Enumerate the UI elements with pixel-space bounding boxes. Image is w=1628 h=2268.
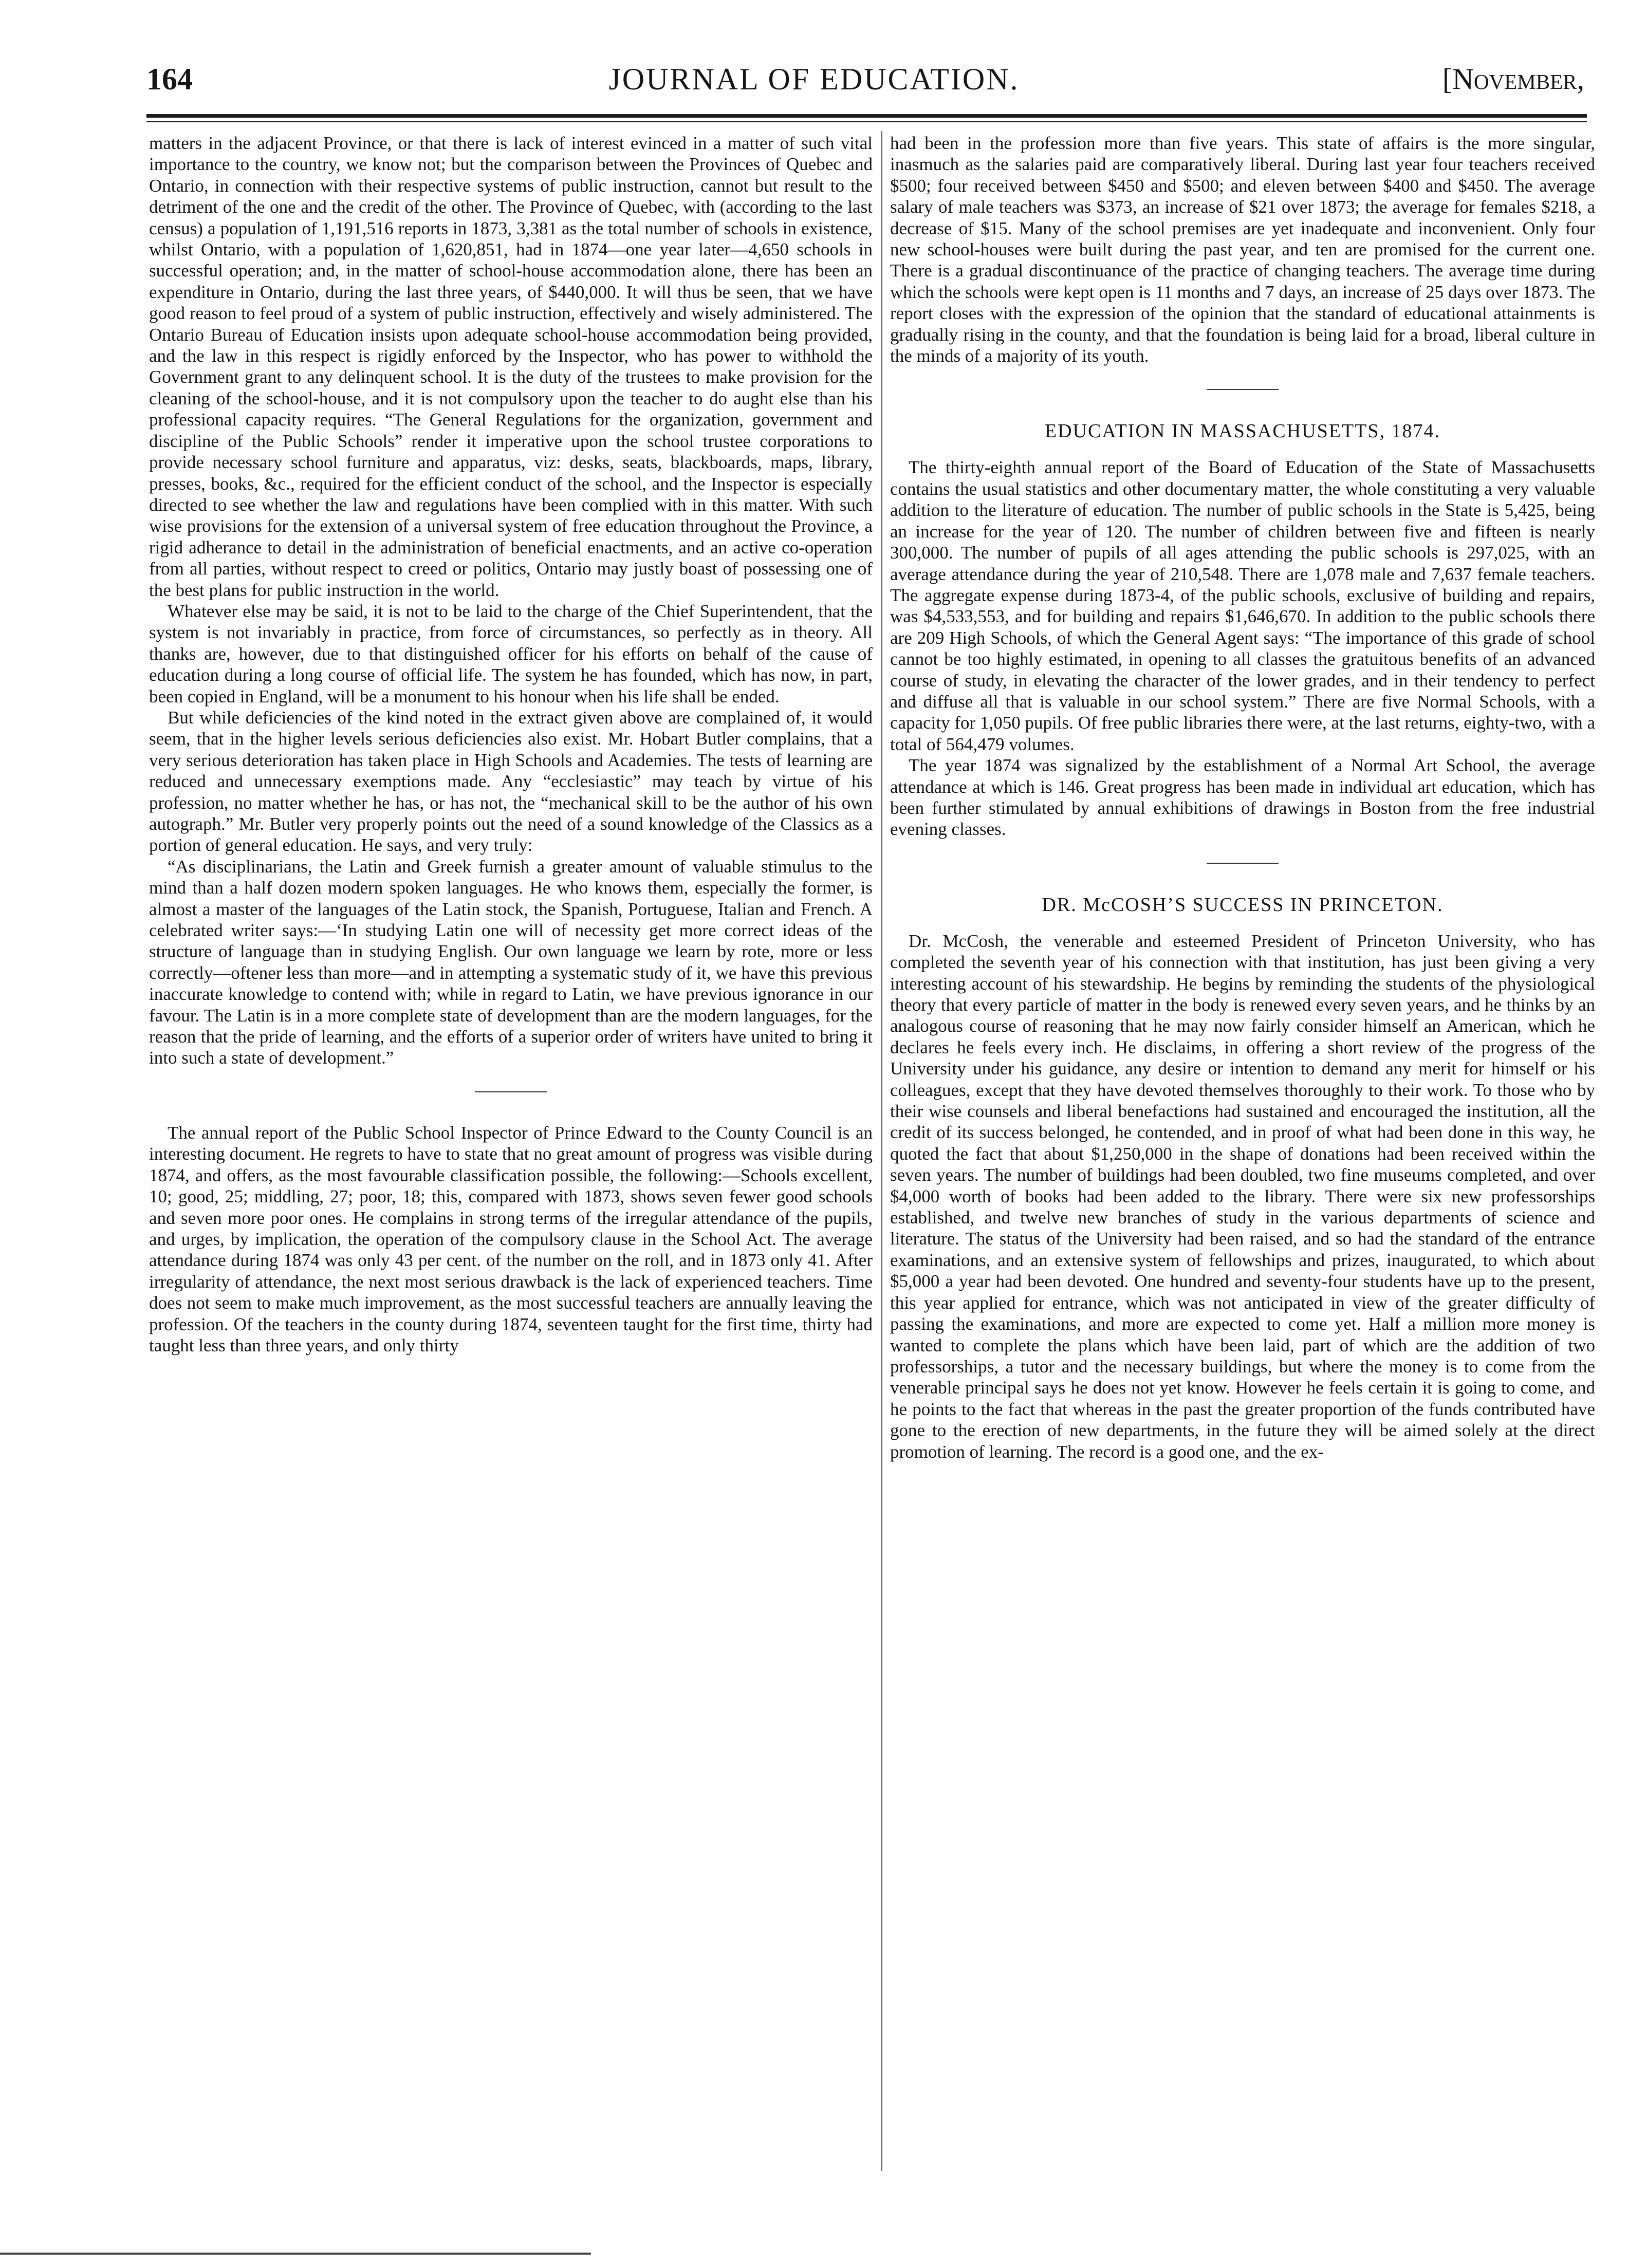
section-separator	[475, 1091, 547, 1092]
article-paragraph: Whatever else may be said, it is not to be laid to the charge of the Chief Superintendent, that the system is not invariably in practice, from force of circumstances, so perfectly as in theory. All thanks are, however, due to that distinguished officer for his efforts on behalf of the cause of education during a long course of official life. The system he has founded, which has now, in part, been copied in England, will be a monument to his honour when his life shall be ended.	[149, 601, 873, 707]
journal-title: JOURNAL OF EDUCATION.	[608, 62, 1020, 96]
section-separator	[1207, 863, 1279, 864]
header-rule-thick	[146, 114, 1587, 118]
article-paragraph: Dr. McCosh, the venerable and esteemed President of Princeton University, who has completed the seventh year of his connection with that institution, has just been giving a very interesting account of his stewardship. He begins by reminding the students of the physiological theory that every particle of matter in the body is renewed every seven years, and he thinks by an analogous course of reasoning that he may now fairly consider himself an American, which he declares he feels every inch. He disclaims, in offering a short review of the progress of the University under his guidance, any desire or intention to demand any merit for himself or his colleagues, except that they have devoted themselves thoroughly to their work. To those who by their wise counsels and liberal benefactions had sustained and encouraged the institution, all the credit of its success belonged, he contended, and in proof of what had been done in this way, he quoted the fact that about $1,250,000 in the shape of donations had been received within the seven years. The number of buildings had been doubled, two fine museums completed, and over $4,000 worth of books had been added to the library. There were six new professorships established, and twelve new branches of study in the various departments of science and literature. The status of the University had been raised, and so had the standard of the entrance examinations, and an extensive system of fellowships and prizes, inaugurated, to which about $5,000 a year had been devoted. One hundred and seventy-four students have up to the present, this year applied for entrance, which was not anticipated in view of the greater difficulty of passing the examinations, and more are expected to come yet. Half a million more money is wanted to complete the plans which have been laid, part of which are the addition of two professorships, a tutor and the necessary buildings, but where the money is to come from the venerable principal says he does not yet know. However he feels certain it is going to come, and he points to the fact that whereas in the past the greater proportion of the funds contributed have gone to the erection of new departments, in the future they will be aimed solely at the direct promotion of learning. The record is a good one, and the ex-	[890, 931, 1595, 1462]
page-bottom-edge	[0, 2253, 591, 2255]
article-paragraph: The annual report of the Public School Inspector of Prince Edward to the County Council is an interesting document. He regrets to have to state that no great amount of progress was visible during 1874, and offers, as the most favourable classification possible, the following:—Schools excellent, 10; good, 25; middling, 27; poor, 18; this, compared with 1873, shows seven fewer good schools and seven more poor ones. He complains in strong terms of the irregular attendance of the pupils, and urges, by implication, the operation of the compulsory clause in the School Act. The average attendance during 1874 was only 43 per cent. of the number on the roll, and in 1873 only 41. After irregularity of attendance, the next most serious drawback is the lack of experienced teachers. Time does not seem to make much improvement, as the most successful teachers are annually leaving the profession. Of the teachers in the county during 1874, seventeen taught for the first time, thirty had taught less than three years, and only thirty	[149, 1122, 873, 1355]
section-heading-mccosh: DR. McCOSH’S SUCCESS IN PRINCETON.	[1042, 894, 1444, 916]
section-heading-massachusetts: EDUCATION IN MASSACHUSETTS, 1874.	[1044, 420, 1441, 442]
article-paragraph: had been in the profession more than five years. This state of affairs is the more singular, inasmuch as the salaries paid are comparatively liberal. During last year four teachers received $500; four received between $450 and $500; and eleven between $400 and $450. The average salary of male teachers was $373, an increase of $21 over 1873; the average for females $218, a decrease of $15. Many of the school premises are yet inadequate and inconvenient. Only four new school-houses were built during the past year, and ten are promised for the current one. There is a gradual discontinuance of the practice of changing teachers. The average time during which the schools were kept open is 11 months and 7 days, an increase of 25 days over 1873. The report closes with the expression of the opinion that the standard of educational attainments is gradually rising in the county, and that the foundation is being laid for a broad, liberal culture in the minds of a majority of its youth.	[890, 133, 1595, 366]
article-paragraph: The thirty-eighth annual report of the Board of Education of the State of Massachusetts contains the usual statistics and other documentary matter, the whole constituting a very valuable addition to the literature of education. The number of public schools in the State is 5,425, being an increase for the year of 120. The number of children between five and fifteen is nearly 300,000. The number of pupils of all ages attending the public schools is 297,025, with an average attendance during the year of 210,548. There are 1,078 male and 7,637 female teachers. The aggregate expense during 1873-4, of the public schools, exclusive of building and repairs, was $4,533,553, and for building and repairs $1,646,670. In addition to the public schools there are 209 High Schools, of which the General Agent says: “The importance of this grade of school cannot be too highly estimated, in opening to all classes the gratuitous benefits of an advanced course of study, in elevating the character of the lower grades, and in their tendency to perfect and diffuse all that is valuable in our school system.” There are five Normal Schools, with a capacity for 1,050 pupils. Of free public libraries there were, at the last returns, eighty-two, with a total of 564,479 volumes.	[890, 457, 1595, 754]
section-separator	[1207, 389, 1279, 390]
article-paragraph: But while deficiencies of the kind noted in the extract given above are complained of, it would seem, that in the higher levels serious deficiencies also exist. Mr. Hobart Butler complains, that a very serious deterioration has taken place in High Schools and Academies. The tests of learning are reduced and unnecessary exemptions made. Any “ecclesiastic” may teach by virtue of his profession, no matter whether he has, or has not, the “mechanical skill to be the author of his own autograph.” Mr. Butler very properly points out the need of a sound knowledge of the Classics as a portion of general education. He says, and very truly:	[149, 707, 873, 856]
column-divider	[881, 131, 882, 2171]
issue-month: [November,	[1442, 62, 1584, 96]
page-number: 164	[146, 62, 193, 96]
right-column	[890, 133, 1595, 1462]
article-paragraph: The year 1874 was signalized by the establishment of a Normal Art School, the average attendance at which is 146. Great progress has been made in individual art education, which has been further stimulated by annual exhibitions of drawings in Boston from the free industrial evening classes.	[890, 755, 1595, 840]
article-paragraph: matters in the adjacent Province, or that there is lack of interest evinced in a matter of such vital importance to the country, we know not; but the comparison between the Provinces of Quebec and Ontario, in connection with their respective systems of public instruction, cannot but result to the detriment of the one and the credit of the other. The Province of Quebec, with (according to the last census) a population of 1,191,516 reports in 1873, 3,381 as the total number of schools in existence, whilst Ontario, with a population of 1,620,851, had in 1874—one year later—4,650 schools in successful operation; and, in the matter of school-house accommodation alone, there has been an expenditure in Ontario, during the last three years, of $440,000. It will thus be seen, that we have good reason to feel proud of a system of public instruction, effectively and wisely administered. The Ontario Bureau of Education insists upon adequate school-house accommodation being provided, and the law in this respect is rigidly enforced by the Inspector, who has power to withhold the Government grant to any delinquent school. It is the duty of the trustees to make provision for the cleaning of the school-house, and it is not compulsory upon the teacher to do aught else than his professional capacity requires. “The General Regulations for the organization, government and discipline of the Public Schools” render it imperative upon the school trustee corporations to provide necessary school furniture and apparatus, viz: desks, seats, blackboards, maps, library, presses, books, &c., required for the efficient conduct of the school, and the Inspector is especially directed to see whether the law and regulations have been complied with in this matter. With such wise provisions for the extension of a universal system of free education throughout the Province, a rigid adherance to detail in the administration of beneficial enactments, and an active co-operation from all parties, without respect to creed or politics, Ontario may justly boast of possessing one of the best plans for public instruction in the world.	[149, 133, 873, 600]
left-column	[149, 133, 873, 1356]
header-rule-thin	[146, 121, 1587, 122]
running-header	[0, 62, 1628, 108]
quotation-paragraph: “As disciplinarians, the Latin and Greek furnish a greater amount of valuable stimulus to the mind than a half dozen modern spoken languages. He who knows them, especially the former, is almost a master of the languages of the Latin stock, the Spanish, Portuguese, Italian and French. A celebrated writer says:—‘In studying Latin one will of necessity get more correct ideas of the structure of language than in studying English. Our own language we learn by rote, more or less correctly—oftener less than more—and in attempting a systematic study of it, we have this previous inaccurate knowledge to contend with; while in regard to Latin, we have previous ignorance in our favour. The Latin is in a more complete state of development than are the modern languages, for the reason that the pride of learning, and the efforts of a superior order of writers have united to bring it into such a state of development.”	[149, 856, 873, 1068]
